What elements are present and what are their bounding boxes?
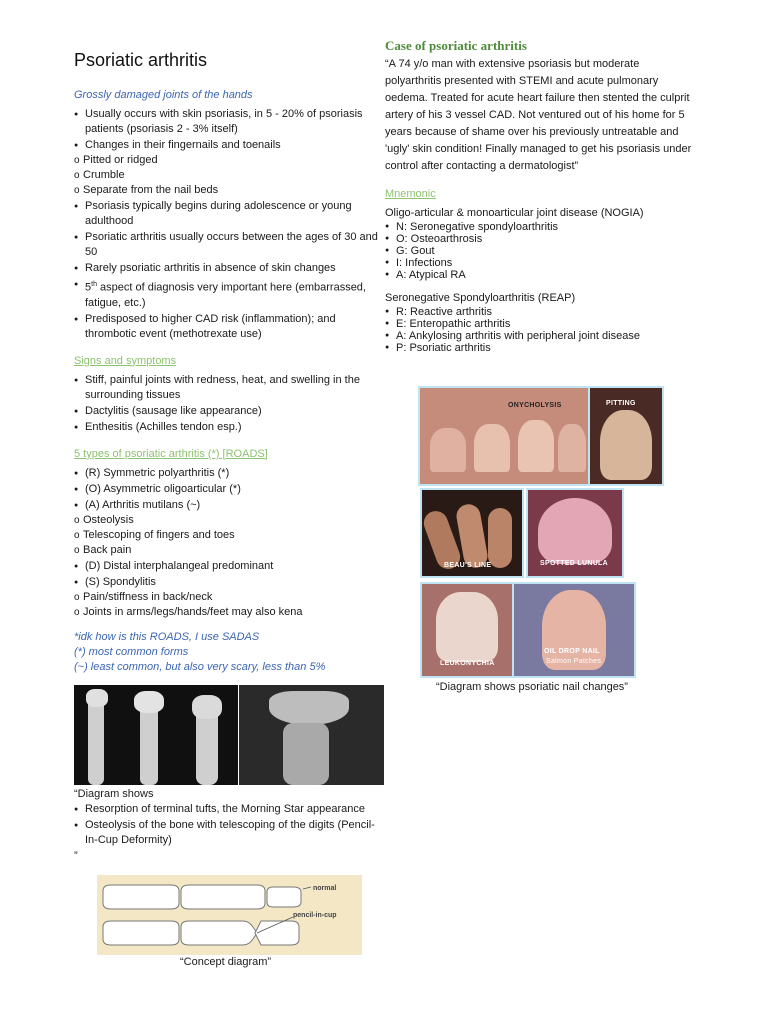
sub-list-item: o Joints in arms/legs/hands/feet may also kena bbox=[74, 605, 384, 620]
caption-list bbox=[74, 802, 384, 848]
nogia-list bbox=[385, 221, 695, 281]
list-item: ● Psoriasis typically begins during adolescence or young adulthood bbox=[74, 199, 384, 229]
oil-drop-label: OIL DROP NAIL bbox=[544, 648, 600, 655]
sub-list bbox=[74, 153, 384, 198]
caption-close: ” bbox=[74, 850, 78, 862]
list-item: ● A: Atypical RA bbox=[385, 269, 695, 281]
list-item-text: (S) Spondylitis bbox=[85, 575, 156, 588]
mnemonic-heading: Mnemonic bbox=[385, 188, 436, 200]
pitting-label: PITTING bbox=[606, 400, 636, 407]
intro-list bbox=[74, 107, 384, 342]
list-item: ● O: Osteoarthrosis bbox=[385, 233, 695, 245]
list-item: ● (R) Symmetric polyarthritis (*) bbox=[74, 466, 384, 481]
caption-open: “Diagram shows bbox=[74, 788, 154, 800]
signs-list bbox=[74, 373, 384, 435]
footnote: (*) most common forms bbox=[74, 645, 189, 658]
list-item: ● Psoriatic arthritis usually occurs between the ages of 30 and 50 bbox=[74, 230, 384, 260]
sub-list-item: o Pain/stiffness in back/neck bbox=[74, 590, 384, 605]
concept-caption: “Concept diagram” bbox=[180, 956, 272, 968]
sub-list-item: o Pitted or ridged bbox=[74, 153, 384, 168]
beaus-line-label: BEAU'S LINE bbox=[444, 562, 492, 569]
spotted-lunula-label: SPOTTED LUNULA bbox=[540, 560, 608, 567]
sub-list bbox=[74, 513, 384, 558]
list-item: ● Stiff, painful joints with redness, heat, and swelling in the surrounding tissues bbox=[74, 373, 384, 403]
list-item: ● (O) Asymmetric oligoarticular (*) bbox=[74, 482, 384, 497]
sub-list-item: o Osteolysis bbox=[74, 513, 384, 528]
right-column bbox=[385, 38, 695, 354]
nails-caption: “Diagram shows psoriatic nail changes” bbox=[436, 681, 628, 693]
spotted-lunula-photo bbox=[526, 488, 624, 578]
list-item: ● A: Ankylosing arthritis with peripheral joint disease bbox=[385, 330, 695, 342]
beaus-line-photo bbox=[420, 488, 524, 578]
label-pencil-in-cup: pencil-in-cup bbox=[293, 912, 337, 919]
footnote: *idk how is this ROADS, I use SADAS bbox=[74, 630, 260, 643]
footnotes bbox=[74, 630, 384, 675]
list-item bbox=[74, 498, 384, 558]
aspect-superscript: th bbox=[91, 281, 97, 288]
concept-diagram bbox=[97, 875, 362, 955]
list-item: ● Dactylitis (sausage like appearance) bbox=[74, 404, 384, 419]
list-item bbox=[74, 575, 384, 620]
types-list bbox=[74, 466, 384, 620]
aspect-number: 5 bbox=[85, 281, 92, 294]
onycholysis-label: ONYCHOLYSIS bbox=[508, 402, 562, 409]
footnote: (~) least common, but also very scary, less than 5% bbox=[74, 660, 326, 673]
sub-list bbox=[74, 590, 384, 620]
list-item: ● N: Seronegative spondyloarthritis bbox=[385, 221, 695, 233]
sub-list-item: o Telescoping of fingers and toes bbox=[74, 528, 384, 543]
list-item: ● G: Gout bbox=[385, 245, 695, 257]
leukonychia-photo bbox=[420, 582, 514, 678]
list-item-text: (A) Arthritis mutilans (~) bbox=[85, 498, 201, 511]
xray-caption bbox=[74, 787, 384, 864]
types-heading: 5 types of psoriatic arthritis (*) [ROADS] bbox=[74, 447, 268, 460]
case-text: “A 74 y/o man with extensive psoriasis but moderate polyarthritis presented with STEMI and acute pulmonary oedema. Treated for acute heart failure then stented the culprit artery of his 3 vessel CAD. Not ventured out of his home for 5 years because of shame over his previously untreatable and 'ugly' skin condition! Finally managed to get his psoriasis under control after contacting a dermatologist” bbox=[385, 58, 692, 172]
list-item: ● Usually occurs with skin psoriasis, in 5 - 20% of psoriasis patients (psoriasis 2 - 3% itself) bbox=[74, 107, 384, 137]
list-item: ● Predisposed to higher CAD risk (inflammation); and thrombotic event (methotrexate use) bbox=[74, 312, 384, 342]
intro-subtitle: Grossly damaged joints of the hands bbox=[74, 89, 253, 101]
aspect-text: aspect of diagnosis very important here (embarrassed, fatigue, etc.) bbox=[85, 281, 366, 309]
list-item: ● E: Enteropathic arthritis bbox=[385, 318, 695, 330]
list-item: ● Rarely psoriatic arthritis in absence of skin changes bbox=[74, 261, 384, 276]
label-normal: normal bbox=[313, 885, 337, 892]
list-item-text: Changes in their fingernails and toenails bbox=[85, 139, 281, 151]
xray-joint-image bbox=[239, 685, 384, 785]
reap-title: Seronegative Spondyloarthritis (REAP) bbox=[385, 292, 576, 304]
oil-drop-nail-photo bbox=[512, 582, 636, 678]
list-item: ● I: Infections bbox=[385, 257, 695, 269]
sub-list-item: o Crumble bbox=[74, 168, 384, 183]
list-item bbox=[74, 277, 384, 311]
list-item: ● Enthesitis (Achilles tendon esp.) bbox=[74, 420, 384, 435]
salmon-patches-label: Salmon Patches bbox=[546, 658, 602, 665]
case-heading: Case of psoriatic arthritis bbox=[385, 38, 527, 53]
pencil-in-cup-diagram bbox=[97, 875, 362, 955]
list-item: ● P: Psoriatic arthritis bbox=[385, 342, 695, 354]
list-item: ● Resorption of terminal tufts, the Morning Star appearance bbox=[74, 802, 384, 817]
pitting-photo bbox=[588, 386, 664, 486]
nogia-title: Oligo-articular & monoarticular joint disease (NOGIA) bbox=[385, 207, 644, 219]
leukonychia-label: LEUKONYCHIA bbox=[440, 660, 495, 667]
signs-heading: Signs and symptoms bbox=[74, 354, 177, 367]
onycholysis-photo bbox=[418, 386, 590, 486]
xray-fingers-image bbox=[74, 685, 238, 785]
list-item: ● R: Reactive arthritis bbox=[385, 306, 695, 318]
page-title: Psoriatic arthritis bbox=[74, 50, 208, 70]
list-item: ● (D) Distal interphalangeal predominant bbox=[74, 559, 384, 574]
list-item bbox=[74, 138, 384, 198]
sub-list-item: o Back pain bbox=[74, 543, 384, 558]
reap-list bbox=[385, 306, 695, 354]
left-column bbox=[74, 88, 384, 675]
sub-list-item: o Separate from the nail beds bbox=[74, 183, 384, 198]
list-item: ● Osteolysis of the bone with telescoping of the digits (Pencil-In-Cup Deformity) bbox=[74, 818, 384, 848]
